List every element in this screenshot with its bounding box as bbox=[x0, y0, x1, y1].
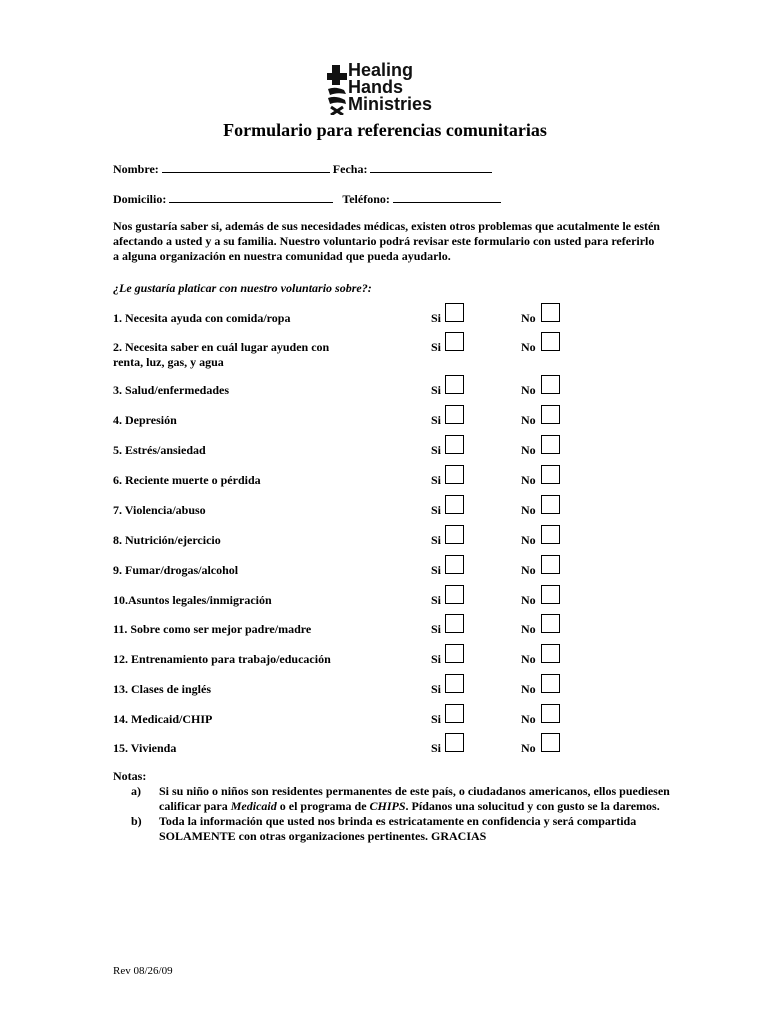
note-b-marker: b) bbox=[131, 814, 142, 828]
yes-label: Si bbox=[431, 311, 442, 325]
yes-label: Si bbox=[431, 443, 442, 457]
nombre-field[interactable] bbox=[162, 160, 330, 173]
yes-checkbox[interactable] bbox=[445, 525, 464, 544]
yes-label: Si bbox=[431, 622, 442, 636]
yes-label: Si bbox=[431, 340, 442, 354]
nombre-label: Nombre: bbox=[113, 162, 159, 176]
question-label: 15. Vivienda bbox=[113, 741, 177, 755]
no-label: No bbox=[521, 593, 536, 607]
no-checkbox[interactable] bbox=[541, 435, 560, 454]
question-prompt: ¿Le gustaría platicar con nuestro voluntario sobre?: bbox=[113, 281, 372, 295]
no-label: No bbox=[521, 712, 536, 726]
fecha-label: Fecha: bbox=[332, 162, 368, 176]
question-label: 1. Necesita ayuda con comida/ropa bbox=[113, 311, 291, 325]
notes-section bbox=[113, 769, 673, 844]
no-checkbox[interactable] bbox=[541, 614, 560, 633]
note-a-medicaid: Medicaid bbox=[230, 799, 277, 813]
yes-label: Si bbox=[431, 563, 442, 577]
yes-label: Si bbox=[431, 473, 442, 487]
no-checkbox[interactable] bbox=[541, 303, 560, 322]
nombre-fecha-row bbox=[113, 160, 492, 177]
yes-checkbox[interactable] bbox=[445, 733, 464, 752]
no-label: No bbox=[521, 383, 536, 397]
logo-line-ministries: Ministries bbox=[348, 94, 433, 114]
yes-checkbox[interactable] bbox=[445, 303, 464, 322]
question-label: 2. Necesita saber en cuál lugar ayuden con renta, luz, gas, y agua bbox=[113, 340, 330, 369]
no-label: No bbox=[521, 652, 536, 666]
note-a-text-2: o el programa de bbox=[276, 799, 370, 813]
yes-label: Si bbox=[431, 682, 442, 696]
note-a-text-1: Si su niño o niños son residentes permanentes de este país, o ciudadanos americanos, ellos puediesen calificar para bbox=[159, 784, 670, 813]
no-label: No bbox=[521, 563, 536, 577]
yes-label: Si bbox=[431, 593, 442, 607]
yes-label: Si bbox=[431, 503, 442, 517]
note-b bbox=[113, 814, 673, 844]
telefono-label: Teléfono: bbox=[342, 192, 390, 206]
note-a-chips: CHIPS bbox=[369, 799, 406, 813]
no-label: No bbox=[521, 443, 536, 457]
note-b-text: Toda la información que usted nos brinda es estricatamente en confidencia y será compartida SOLAMENTE con otras organizaciones pertinentes. GRACIAS bbox=[159, 814, 637, 843]
domicilio-telefono-row bbox=[113, 190, 501, 207]
question-label: 5. Estrés/ansiedad bbox=[113, 443, 206, 457]
no-checkbox[interactable] bbox=[541, 644, 560, 663]
yes-label: Si bbox=[431, 741, 442, 755]
yes-label: Si bbox=[431, 712, 442, 726]
yes-checkbox[interactable] bbox=[445, 555, 464, 574]
question-label: 6. Reciente muerte o pérdida bbox=[113, 473, 261, 487]
note-a-marker: a) bbox=[131, 784, 141, 798]
yes-label: Si bbox=[431, 383, 442, 397]
yes-checkbox[interactable] bbox=[445, 405, 464, 424]
no-checkbox[interactable] bbox=[541, 405, 560, 424]
question-label: 10.Asuntos legales/inmigración bbox=[113, 593, 272, 607]
no-label: No bbox=[521, 413, 536, 427]
note-a-text-3: . Pídanos una solucitud y con gusto se la daremos. bbox=[405, 799, 660, 813]
yes-label: Si bbox=[431, 413, 442, 427]
no-checkbox[interactable] bbox=[541, 332, 560, 351]
logo-line-hands: Hands bbox=[348, 77, 404, 97]
no-label: No bbox=[521, 622, 536, 636]
no-checkbox[interactable] bbox=[541, 495, 560, 514]
fecha-field[interactable] bbox=[370, 160, 492, 173]
no-label: No bbox=[521, 473, 536, 487]
no-checkbox[interactable] bbox=[541, 585, 560, 604]
question-label: 11. Sobre como ser mejor padre/madre bbox=[113, 622, 312, 636]
no-checkbox[interactable] bbox=[541, 375, 560, 394]
telefono-field[interactable] bbox=[393, 190, 501, 203]
yes-checkbox[interactable] bbox=[445, 704, 464, 723]
no-checkbox[interactable] bbox=[541, 525, 560, 544]
no-checkbox[interactable] bbox=[541, 733, 560, 752]
yes-label: Si bbox=[431, 652, 442, 666]
revision-date: Rev 08/26/09 bbox=[113, 965, 173, 977]
yes-checkbox[interactable] bbox=[445, 495, 464, 514]
yes-checkbox[interactable] bbox=[445, 674, 464, 693]
note-a bbox=[113, 784, 673, 814]
yes-checkbox[interactable] bbox=[445, 585, 464, 604]
logo-line-healing: Healing bbox=[348, 60, 414, 80]
yes-checkbox[interactable] bbox=[445, 435, 464, 454]
no-label: No bbox=[521, 682, 536, 696]
domicilio-label: Domicilio: bbox=[113, 192, 167, 206]
yes-checkbox[interactable] bbox=[445, 465, 464, 484]
yes-checkbox[interactable] bbox=[445, 644, 464, 663]
no-label: No bbox=[521, 741, 536, 755]
question-label: 14. Medicaid/CHIP bbox=[113, 712, 213, 726]
cross-hands-icon bbox=[326, 63, 348, 115]
question-label: 4. Depresión bbox=[113, 413, 177, 427]
question-label: 12. Entrenamiento para trabajo/educación bbox=[113, 652, 331, 666]
healing-hands-logo bbox=[322, 60, 452, 116]
logo-wordmark bbox=[348, 62, 432, 113]
question-label: 9. Fumar/drogas/alcohol bbox=[113, 563, 239, 577]
yes-checkbox[interactable] bbox=[445, 614, 464, 633]
question-label: 7. Violencia/abuso bbox=[113, 503, 206, 517]
yes-checkbox[interactable] bbox=[445, 332, 464, 351]
domicilio-field[interactable] bbox=[169, 190, 333, 203]
no-checkbox[interactable] bbox=[541, 674, 560, 693]
no-label: No bbox=[521, 503, 536, 517]
yes-checkbox[interactable] bbox=[445, 375, 464, 394]
yes-label: Si bbox=[431, 533, 442, 547]
question-label: 8. Nutrición/ejercicio bbox=[113, 533, 221, 547]
question-label: 3. Salud/enfermedades bbox=[113, 383, 230, 397]
no-checkbox[interactable] bbox=[541, 704, 560, 723]
no-label: No bbox=[521, 311, 536, 325]
no-label: No bbox=[521, 340, 536, 354]
notes-heading: Notas: bbox=[113, 769, 147, 783]
no-label: No bbox=[521, 533, 536, 547]
question-label: 13. Clases de inglés bbox=[113, 682, 212, 696]
no-checkbox[interactable] bbox=[541, 465, 560, 484]
page-title: Formulario para referencias comunitarias bbox=[223, 120, 547, 140]
no-checkbox[interactable] bbox=[541, 555, 560, 574]
intro-paragraph: Nos gustaría saber si, además de sus necesidades médicas, existen otros problemas que acutalmente le estén afectando a usted y a su familia. Nuestro voluntario podrá revisar este formulario con usted para referirlo a alguna organización en nuestra comunidad que pueda ayudarlo. bbox=[113, 219, 660, 263]
